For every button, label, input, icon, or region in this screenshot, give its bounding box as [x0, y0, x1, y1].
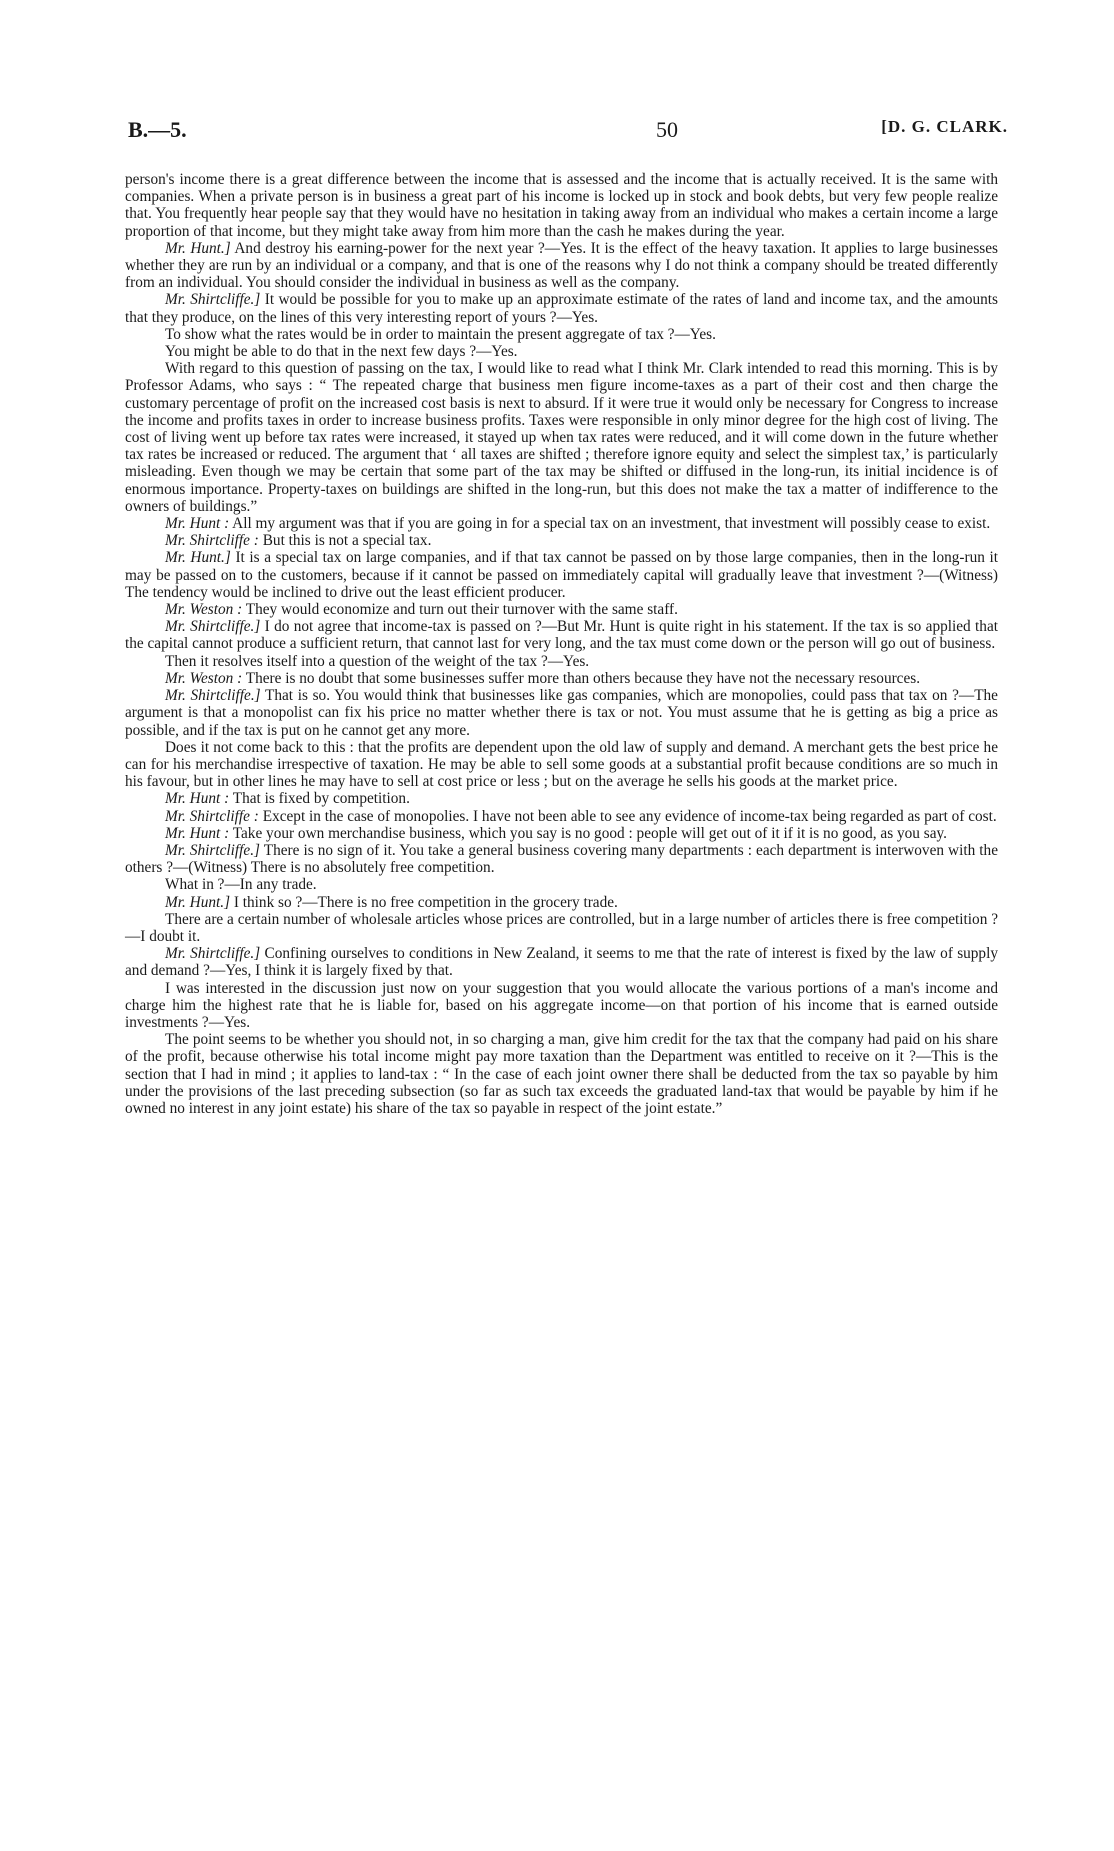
paragraph-text: And destroy his earning-power for the next year ?—Yes. It is the effect of the heavy taxation. It applies to large businesses whether they are run by an individual or a company, and that is one of the reasons why I do not think a company should be treated differently from an individual. You should consider the individual in business as well as the company.: [125, 239, 998, 292]
speaker: Mr. Shirtcliffe.]: [165, 291, 261, 309]
paragraph: [125, 515, 998, 532]
paragraph-text: They would economize and turn out their turnover with the same staff.: [245, 601, 678, 619]
paragraph-text: To show what the rates would be in order to maintain the present aggregate of tax ?—Yes.: [165, 325, 716, 343]
speaker: Mr. Shirtcliffe.]: [165, 945, 261, 963]
paragraph: [125, 739, 998, 791]
speaker: Mr. Hunt :: [165, 790, 230, 808]
paragraph: [125, 911, 998, 945]
paragraph: [125, 360, 998, 515]
paragraph-text: person's income there is a great difference between the income that is assessed and the income that is actually received. It is the same with companies. When a private person is in business a great part of his income is locked up in stock and book debts, but very few people realize that. You frequently hear people say that they would have no hesitation in taking away from an individual who makes a certain income a large proportion of that income, but they might take away from him more than the cash he makes during the year.: [125, 171, 998, 240]
paragraph-text: That is fixed by competition.: [232, 790, 410, 808]
paragraph-text: Except in the case of monopolies. I have not been able to see any evidence of income-tax being regarded as part of cost.: [262, 807, 997, 825]
paragraph: [125, 532, 998, 549]
paragraph: [125, 876, 998, 893]
paragraph: [125, 601, 998, 618]
paragraph: [125, 618, 998, 652]
paragraph: [125, 808, 998, 825]
paragraph-text: There are a certain number of wholesale articles whose prices are controlled, but in a large number of articles there is free competition ?—I doubt it.: [125, 910, 998, 945]
paragraph: [125, 687, 998, 739]
speaker: Mr. Shirtcliffe :: [165, 807, 259, 825]
body-text: [125, 171, 998, 1117]
paragraph-text: Confining ourselves to conditions in New Zealand, it seems to me that the rate of interest is fixed by the law of supply and demand ?—Yes, I think it is largely fixed by that.: [125, 945, 998, 980]
paragraph-text: Then it resolves itself into a question of the weight of the tax ?—Yes.: [165, 652, 590, 670]
paragraph-text: It is a special tax on large companies, and if that tax cannot be passed on by those large companies, then in the long-run it may be passed on to the customers, because if it cannot be passed on immediately capital will gradually leave that investment ?—(Witness) The tendency would be inclined to drive out the least efficient producer.: [125, 549, 998, 601]
speaker: Mr. Hunt :: [165, 824, 230, 842]
paragraph-text: You might be able to do that in the next few days ?—Yes.: [165, 343, 518, 361]
paragraph-text: There is no doubt that some businesses suffer more than others because they have not the necessary resources.: [245, 669, 921, 687]
speaker: Mr. Hunt.]: [165, 893, 231, 911]
paragraph: [125, 945, 998, 979]
paragraph: [125, 825, 998, 842]
paragraph: [125, 1031, 998, 1117]
report-reference: B.—5.: [128, 117, 187, 142]
paragraph: [125, 653, 998, 670]
speaker: Mr. Weston :: [165, 669, 243, 687]
speaker: Mr. Hunt.]: [165, 239, 231, 257]
paragraph-text: The point seems to be whether you should not, in so charging a man, give him credit for the tax that the company had paid on his share of the profit, because otherwise his total income might pay more taxation than the Department was entitled to receive on it ?—This is the section that I had in mind ; it applies to land-tax : “ In the case of each joint owner there shall be deducted from the tax so payable by him under the provisions of the last preceding subsection (so far as such tax exceeds the graduated land-tax that would be payable by him if he owned no interest in any joint estate) his share of the tax so payable in respect of the joint estate.”: [125, 1031, 998, 1117]
paragraph: [125, 171, 998, 240]
paragraph: [125, 240, 998, 292]
paragraph: [125, 894, 998, 911]
page-number: 50: [656, 117, 678, 142]
speaker: Mr. Shirtcliffe.]: [165, 687, 261, 705]
paragraph-text: With regard to this question of passing on the tax, I would like to read what I think Mr. Clark intended to read this morning. This is by Professor Adams, who says : “ The repeated charge that business men figure income-taxes as a part of their cost and then charge the customary percentage of profit on the increased cost basis is next to absurd. If it were true it would only be necessary for Congress to increase the income and profits taxes in order to increase business profits. Taxes were responsible in only minor degree for the high cost of living. The cost of living went up before tax rates were increased, it stayed up when tax rates were reduced, and it will come down in the future whether tax rates be increased or reduced. The argument that ‘ all taxes are shifted ; therefore ignore equity and select the simplest tax,’ is particularly misleading. Even though we may be certain that some part of the tax may be shifted or diffused in the long-run, its initial incidence is of enormous importance. Property-taxes on buildings are shifted in the long-run, but this does not make the tax a matter of indifference to the owners of buildings.”: [125, 360, 998, 515]
speaker: Mr. Weston :: [165, 601, 243, 619]
paragraph: [125, 842, 998, 876]
paragraph: [125, 326, 998, 343]
paragraph-text: All my argument was that if you are going in for a special tax on an investment, that investment will possibly cease to exist.: [232, 515, 991, 533]
paragraph-text: I was interested in the discussion just now on your suggestion that you would allocate the various portions of a man's income and charge him the highest rate that he is liable for, based on his aggregate income—on that portion of his income that is earned outside investments ?—Yes.: [125, 979, 998, 1031]
paragraph: [125, 291, 998, 325]
paragraph-text: Does it not come back to this : that the profits are dependent upon the old law of supply and demand. A merchant gets the best price he can for his merchandise irrespective of taxation. He may be able to sell some goods at a substantial profit because conditions are so much in his favour, but in other lines he may have to sell at cost price or less ; but on the average he sells his goods at the market price.: [125, 738, 998, 791]
paragraph: [125, 343, 998, 360]
paragraph: [125, 670, 998, 687]
paragraph-text: What in ?—In any trade.: [165, 876, 317, 894]
paragraph-text: That is so. You would think that businesses like gas companies, which are monopolies, could pass that tax on ?—The argument is that a monopolist can fix his price no matter whether there is tax or not. You must assume that he is getting as big a price as possible, and if the tax is put on he cannot get any more.: [125, 687, 998, 739]
paragraph: [125, 980, 998, 1032]
paragraph-text: I think so ?—There is no free competition in the grocery trade.: [233, 893, 618, 911]
speaker: Mr. Hunt :: [165, 515, 230, 533]
speaker: Mr. Hunt.]: [165, 549, 231, 567]
witness-name: [D. G. CLARK.: [881, 117, 1008, 136]
paragraph: [125, 790, 998, 807]
speaker: Mr. Shirtcliffe :: [165, 532, 259, 550]
speaker: Mr. Shirtcliffe.]: [165, 841, 260, 859]
speaker: Mr. Shirtcliffe.]: [165, 618, 261, 636]
page-header: [128, 117, 1008, 151]
paragraph-text: There is no sign of it. You take a general business covering many departments : each department is interwoven with the others ?—(Witness) There is no absolutely free competition.: [125, 841, 998, 877]
paragraph-text: But this is not a special tax.: [262, 532, 432, 550]
paragraph-text: Take your own merchandise business, which you say is no good : people will get out of it if it is no good, as you say.: [232, 824, 947, 842]
paragraph-text: I do not agree that income-tax is passed on ?—But Mr. Hunt is quite right in his statement. If the tax is so applied that the capital cannot produce a sufficient return, that cannot last for very long, and the tax must come down or the person will go out of business.: [125, 618, 998, 653]
paragraph: [125, 549, 998, 601]
paragraph-text: It would be possible for you to make up an approximate estimate of the rates of land and income tax, and the amounts that they produce, on the lines of this very interesting report of yours ?—Yes.: [125, 291, 998, 326]
